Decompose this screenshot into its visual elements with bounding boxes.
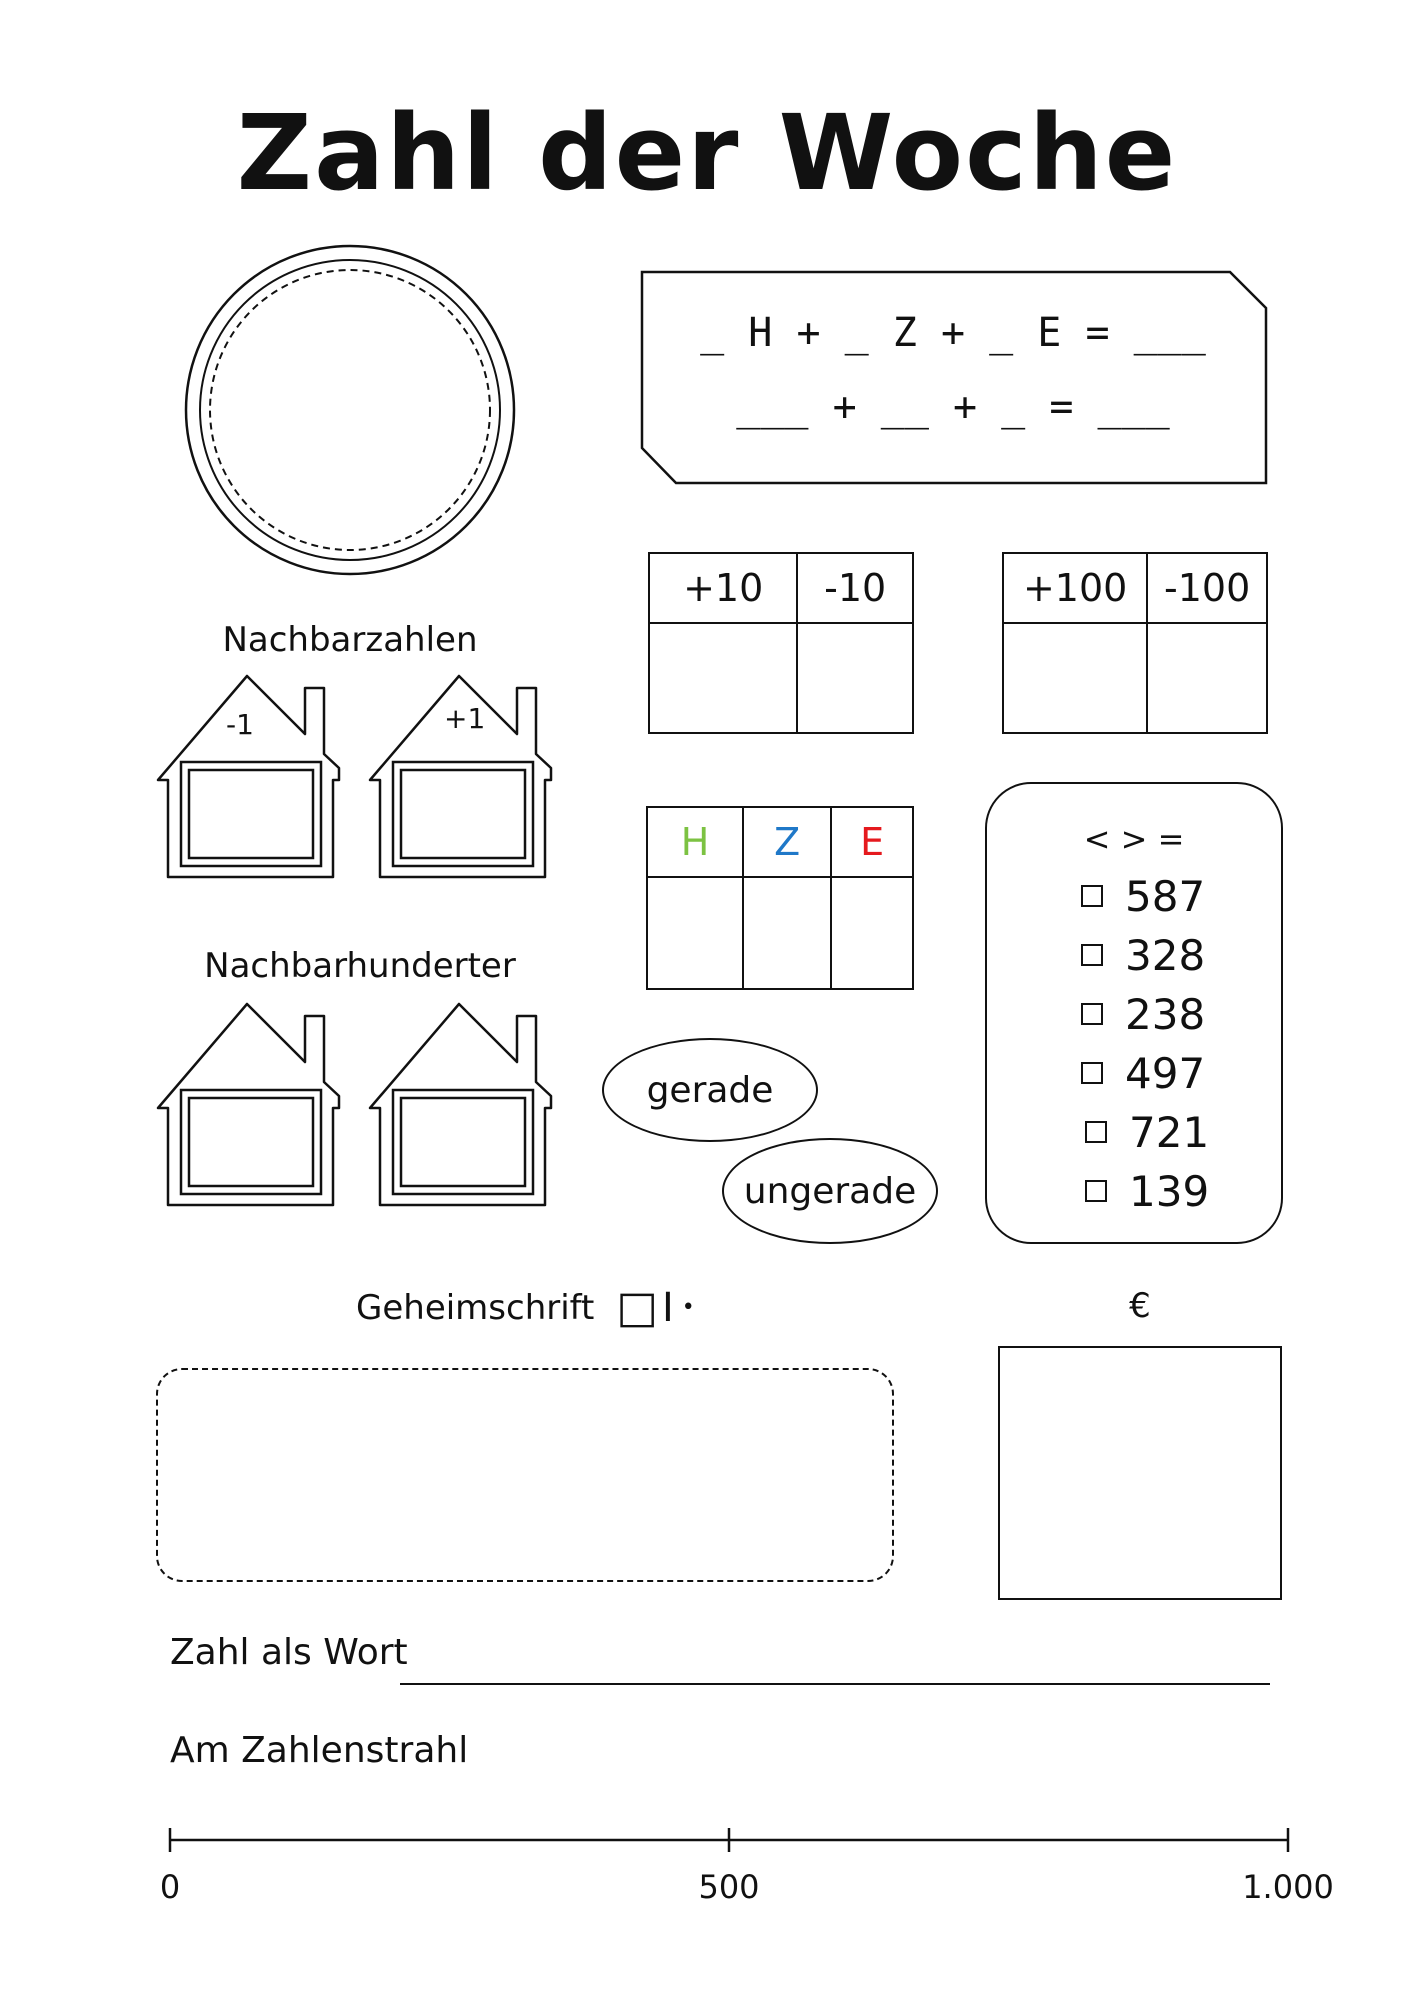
header-plus-ten: +10 bbox=[649, 553, 797, 623]
secret-label: Geheimschrift bbox=[356, 1287, 595, 1328]
checkbox-icon[interactable] bbox=[1081, 885, 1103, 907]
header-minus-ten: -10 bbox=[797, 553, 913, 623]
house-right-sign: +1 bbox=[444, 702, 486, 735]
checkbox-icon[interactable] bbox=[1081, 944, 1103, 966]
number-line-label: Am Zahlenstrahl bbox=[170, 1730, 469, 1771]
cell-hundreds bbox=[647, 877, 743, 989]
odd-oval bbox=[722, 1138, 938, 1244]
even-oval bbox=[602, 1038, 818, 1142]
compare-number: 587 bbox=[1125, 871, 1206, 921]
legend-bar-icon: I bbox=[661, 1284, 674, 1331]
cell-minus-hundred bbox=[1147, 623, 1267, 733]
checkbox-icon[interactable] bbox=[1081, 1062, 1103, 1084]
compare-item bbox=[1085, 1107, 1209, 1157]
compare-box bbox=[985, 782, 1283, 1244]
formula-line-1: _ H + _ Z + _ E = ___ bbox=[700, 310, 1206, 356]
formula-line-2: ___ + __ + _ = ___ bbox=[736, 384, 1170, 430]
even-label: gerade bbox=[646, 1069, 774, 1111]
number-circle bbox=[180, 240, 520, 580]
compare-symbols: < > = bbox=[1083, 820, 1185, 858]
place-value-table bbox=[646, 806, 914, 990]
checkbox-icon[interactable] bbox=[1085, 1121, 1107, 1143]
header-tens: Z bbox=[743, 807, 831, 877]
word-label: Zahl als Wort bbox=[170, 1632, 408, 1673]
compare-item bbox=[1085, 1166, 1209, 1216]
compare-item bbox=[1081, 1048, 1205, 1098]
compare-number: 238 bbox=[1125, 989, 1206, 1039]
house-left-hundred bbox=[155, 998, 345, 1212]
cell-plus-ten bbox=[649, 623, 797, 733]
house-left-neighbor bbox=[155, 670, 345, 884]
header-plus-hundred: +100 bbox=[1003, 553, 1147, 623]
legend-dot-icon: • bbox=[681, 1295, 695, 1320]
place-value-formula bbox=[640, 270, 1266, 484]
compare-number: 328 bbox=[1125, 930, 1206, 980]
plus-minus-ten-table bbox=[648, 552, 914, 734]
tick-label-0: 0 bbox=[159, 1868, 181, 1906]
header-minus-hundred: -100 bbox=[1147, 553, 1267, 623]
compare-item bbox=[1081, 989, 1205, 1039]
cell-ones bbox=[831, 877, 913, 989]
secret-header bbox=[356, 1282, 695, 1333]
compare-item bbox=[1081, 871, 1205, 921]
euro-box[interactable] bbox=[998, 1346, 1282, 1600]
cell-tens bbox=[743, 877, 831, 989]
page-title: Zahl der Woche bbox=[236, 92, 1178, 214]
cell-minus-ten bbox=[797, 623, 913, 733]
compare-number: 497 bbox=[1125, 1048, 1206, 1098]
house-left-sign: -1 bbox=[226, 708, 254, 741]
plus-minus-hundred-table bbox=[1002, 552, 1268, 734]
hundreds-label: Nachbarhunderter bbox=[204, 946, 516, 986]
euro-label: € bbox=[1129, 1286, 1151, 1326]
odd-label: ungerade bbox=[743, 1170, 917, 1212]
word-write-line[interactable] bbox=[400, 1683, 1270, 1685]
tick-label-500: 500 bbox=[698, 1868, 760, 1906]
header-ones: E bbox=[831, 807, 913, 877]
compare-number: 721 bbox=[1129, 1107, 1210, 1157]
house-right-hundred bbox=[367, 998, 557, 1212]
checkbox-icon[interactable] bbox=[1081, 1003, 1103, 1025]
tick-label-1000: 1.000 bbox=[1242, 1868, 1334, 1906]
compare-item bbox=[1081, 930, 1205, 980]
legend-square-icon: □ bbox=[616, 1282, 658, 1333]
cell-plus-hundred bbox=[1003, 623, 1147, 733]
number-line bbox=[160, 1820, 1300, 1860]
header-hundreds: H bbox=[647, 807, 743, 877]
neighbors-label: Nachbarzahlen bbox=[222, 620, 478, 660]
secret-writing-box[interactable] bbox=[156, 1368, 894, 1582]
checkbox-icon[interactable] bbox=[1085, 1180, 1107, 1202]
compare-number: 139 bbox=[1129, 1166, 1210, 1216]
